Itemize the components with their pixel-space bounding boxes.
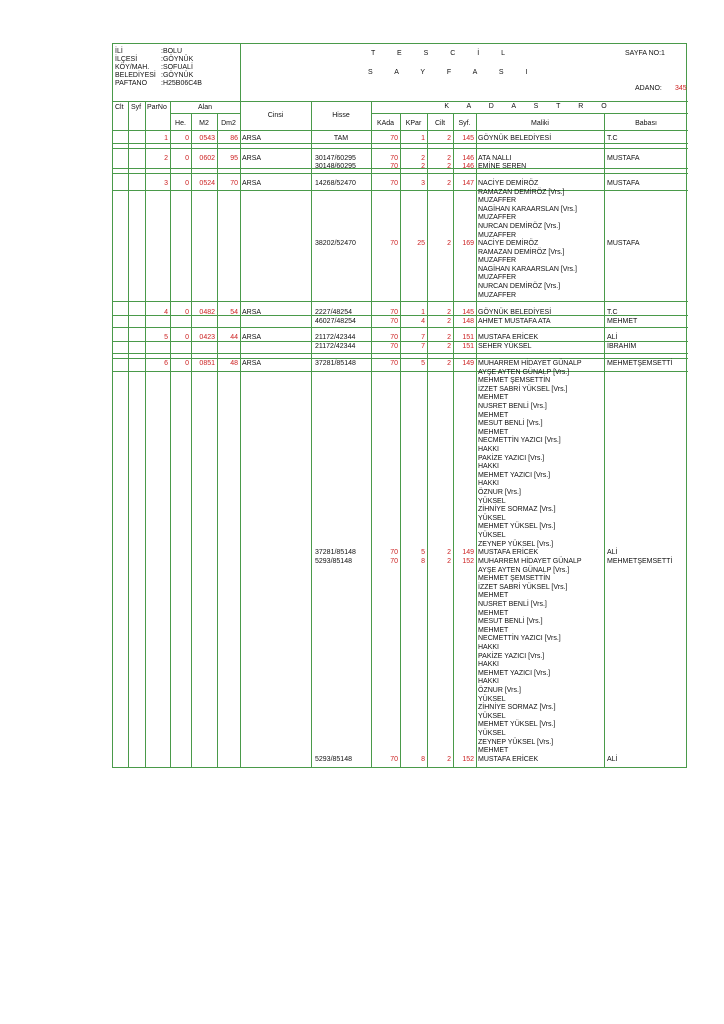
owner-line: ZİHNİYE SORMAZ [Vrs.]	[478, 506, 556, 514]
owner-name: ATA NALLI	[478, 155, 512, 162]
share-hisse: 46027/48254	[315, 318, 356, 325]
parcel-parno: 5	[164, 334, 168, 341]
parcel-dm2: 70	[230, 180, 238, 187]
owner-line: HAKKI	[478, 661, 500, 669]
owner-name: GÖYNÜK BELEDİYESİ	[478, 309, 552, 316]
paftano-label: PAFTANO	[115, 80, 148, 87]
share-kpar: 2	[421, 163, 425, 170]
owner-line: MEHMET YÜKSEL [Vrs.]	[478, 523, 556, 531]
parcel-he: 0	[185, 135, 189, 142]
sayfa-no: SAYFA NO:1	[625, 50, 665, 57]
owner-line: MEHMET	[478, 411, 509, 419]
parcel-cinsi: ARSA	[242, 180, 262, 187]
share-cilt: 2	[447, 309, 451, 316]
share-syf: 145	[462, 135, 474, 142]
owner-line: RAMAZAN DEMİRÖZ [Vrs.]	[478, 188, 565, 196]
owner-line: MEHMET	[478, 626, 509, 634]
owner-line: YÜKSEL	[478, 532, 506, 539]
owner-line: HAKKI	[478, 644, 500, 651]
father-name: MUSTAFA	[607, 240, 640, 247]
share-cilt: 2	[447, 240, 451, 247]
col-ksyf: Syf.	[458, 120, 471, 127]
parcel-cinsi: ARSA	[242, 309, 262, 316]
share-kpar: 5	[421, 549, 425, 556]
owner-line: ÖZNUR [Vrs.]	[478, 489, 521, 496]
parcel-m2: 0423	[199, 334, 215, 341]
owner-line: NUSRET BENLİ [Vrs.]	[478, 601, 547, 608]
share-cilt: 2	[447, 360, 451, 367]
owner-line: YÜKSEL	[478, 712, 506, 720]
share-hisse: 21172/42344	[315, 334, 356, 341]
col-babasi: Babası	[635, 120, 657, 127]
share-hisse: 38202/52470	[315, 240, 356, 247]
paftano-value: :H25B06C4B	[161, 80, 202, 87]
parcel-he: 0	[185, 180, 189, 187]
parcel-cinsi: ARSA	[242, 334, 262, 341]
owner-line: İZZET SABRİ YÜKSEL [Vrs.]	[478, 583, 568, 591]
owner-line: ZEYNEP YÜKSEL [Vrs.]	[478, 738, 554, 746]
father-name: ALİ	[607, 334, 618, 341]
owner-line: MEHMET ŞEMSETTİN	[478, 575, 551, 583]
parcel-dm2: 95	[230, 155, 238, 162]
share-syf: 152	[462, 756, 474, 763]
share-kada: 70	[390, 163, 398, 170]
share-cilt: 2	[447, 180, 451, 187]
share-hisse: 30147/60295	[315, 155, 356, 162]
col-hisse: Hisse	[332, 112, 350, 119]
ilce-value: :GÖYNÜK	[161, 56, 194, 63]
share-kpar: 3	[421, 180, 425, 187]
parcel-dm2: 48	[230, 360, 238, 367]
parcel-he: 0	[185, 334, 189, 341]
parcel-dm2: 86	[230, 135, 238, 142]
share-cilt: 2	[447, 558, 451, 565]
share-kada: 70	[390, 360, 398, 367]
owner-line: AYŞE AYTEN GÜNALP [Vrs.]	[478, 566, 570, 574]
parcel-he: 0	[185, 360, 189, 367]
share-syf: 151	[462, 334, 474, 341]
share-hisse: 21172/42344	[315, 343, 356, 350]
share-cilt: 2	[447, 163, 451, 170]
owner-line: MEHMET YAZICI [Vrs.]	[478, 471, 551, 479]
owner-line: NACİYE DEMİRÖZ	[478, 180, 539, 187]
share-cilt: 2	[447, 318, 451, 325]
owner-line: MUZAFFER	[478, 197, 517, 205]
ilce-label: İLÇESİ	[115, 56, 138, 63]
owner-line: HAKKI	[478, 463, 500, 471]
father-name: MUSTAFA	[607, 180, 640, 187]
share-syf: 149	[462, 360, 474, 367]
share-hisse: 37281/85148	[315, 360, 356, 367]
parcel-m2: 0524	[199, 180, 215, 187]
share-syf: 148	[462, 318, 474, 325]
owner-line: MEHMET YAZICI [Vrs.]	[478, 669, 551, 677]
owner-line: YÜKSEL	[478, 730, 506, 737]
owner-name: MUHARREM HİDAYET GÜNALP	[478, 558, 582, 565]
koy-label: KÖY/MAH.	[115, 64, 150, 71]
owner-name: AHMET MUSTAFA ATA	[478, 318, 551, 325]
col-parno: ParNo	[147, 104, 167, 111]
share-kada: 70	[390, 135, 398, 142]
owner-line: ZİHNİYE SORMAZ [Vrs.]	[478, 704, 556, 712]
father-name: ALİ	[607, 756, 618, 763]
share-kpar: 4	[421, 318, 425, 325]
owner-name: MUSTAFA ERİCEK	[478, 334, 539, 341]
father-name: MUSTAFA	[607, 155, 640, 162]
il-value: :BOLU	[161, 48, 183, 55]
father-name: MEHMETŞEMSETTİ	[607, 360, 673, 367]
share-syf: 149	[462, 549, 474, 556]
owner-line: AYŞE AYTEN GÜNALP [Vrs.]	[478, 368, 570, 376]
share-cilt: 2	[447, 155, 451, 162]
belediye-value: :GÖYNÜK	[161, 72, 194, 79]
share-kada: 70	[390, 309, 398, 316]
share-kpar: 5	[421, 360, 425, 367]
col-kcilt: Cilt	[434, 120, 446, 127]
parcel-parno: 3	[164, 180, 168, 187]
parcel-parno: 6	[164, 360, 168, 367]
share-kpar: 7	[421, 343, 425, 350]
share-kpar: 8	[421, 558, 425, 565]
parcel-dm2: 54	[230, 309, 238, 316]
owner-line: HAKKI	[478, 480, 500, 488]
registry-sheet	[112, 43, 687, 768]
owner-line: NURCAN DEMİRÖZ [Vrs.]	[478, 283, 561, 290]
col-syf: Syf	[131, 104, 142, 111]
parcel-cinsi: ARSA	[242, 155, 262, 162]
father-name: T.C	[607, 135, 618, 142]
title-tescil: T E S C İ L	[370, 50, 516, 57]
col-alan: Alan	[197, 104, 212, 111]
col-kada: KAda	[376, 120, 395, 127]
owner-line: MUZAFFER	[478, 257, 517, 265]
share-kada: 70	[390, 318, 398, 325]
share-cilt: 2	[447, 549, 451, 556]
share-kada: 70	[390, 343, 398, 350]
parcel-m2: 0543	[199, 135, 215, 142]
father-name: MEHMET	[607, 318, 638, 325]
col-dm2: Dm2	[221, 120, 236, 127]
owner-line: HAKKI	[478, 446, 500, 453]
parcel-dm2: 44	[230, 334, 238, 341]
belediye-label: BELEDİYESİ	[115, 72, 156, 79]
owner-name: SEHER YÜKSEL	[478, 343, 532, 350]
owner-line: MEHMET YÜKSEL [Vrs.]	[478, 721, 556, 729]
owner-line: PAKİZE YAZICI [Vrs.]	[478, 454, 545, 462]
col-kpar: KPar	[405, 120, 422, 127]
share-syf: 151	[462, 343, 474, 350]
share-cilt: 2	[447, 756, 451, 763]
parcel-parno: 1	[164, 135, 168, 142]
owner-line: RAMAZAN DEMİRÖZ [Vrs.]	[478, 248, 565, 256]
share-hisse: 30148/60295	[315, 163, 356, 170]
share-kpar: 1	[421, 309, 425, 316]
share-hisse: 37281/85148	[315, 549, 356, 556]
share-syf: 169	[462, 240, 474, 247]
parcel-m2: 0851	[199, 360, 215, 367]
col-cinsi: Cinsi	[267, 112, 284, 119]
koy-value: :SOFUALİ	[161, 64, 193, 71]
parcel-parno: 4	[164, 309, 168, 316]
owner-line: NUSRET BENLİ [Vrs.]	[478, 403, 547, 410]
parcel-cinsi: ARSA	[242, 360, 262, 367]
owner-line: MEHMET ŞEMSETTİN	[478, 377, 551, 385]
owner-line: YÜKSEL	[478, 514, 506, 522]
share-syf: 146	[462, 163, 474, 170]
share-hisse: 2227/48254	[315, 309, 352, 316]
share-kpar: 2	[421, 155, 425, 162]
owner-line: MEHMET	[478, 394, 509, 402]
col-maliki: Maliki	[531, 120, 549, 127]
owner-line: MUZAFFER	[478, 231, 517, 239]
owner-line: ÖZNUR [Vrs.]	[478, 687, 521, 694]
share-syf: 152	[462, 558, 474, 565]
owner-name: MUSTAFA ERİCEK	[478, 549, 539, 556]
share-kada: 70	[390, 558, 398, 565]
father-name: İBRAHİM	[607, 343, 637, 350]
share-hisse: 14268/52470	[315, 180, 356, 187]
owner-name: MUSTAFA ERİCEK	[478, 756, 539, 763]
parcel-he: 0	[185, 155, 189, 162]
owner-line: NAGİHAN KARAARSLAN [Vrs.]	[478, 205, 577, 213]
share-kpar: 1	[421, 135, 425, 142]
owner-line: NACİYE DEMİRÖZ	[478, 240, 539, 247]
owner-line: MEHMET	[478, 428, 509, 436]
il-label: İLİ	[115, 48, 123, 55]
father-name: MEHMETŞEMSETTİ	[607, 558, 673, 565]
share-kada: 70	[390, 549, 398, 556]
share-kpar: 7	[421, 334, 425, 341]
share-syf: 147	[462, 180, 474, 187]
father-name: ALİ	[607, 549, 618, 556]
parcel-m2: 0482	[199, 309, 215, 316]
share-cilt: 2	[447, 135, 451, 142]
owner-line: MESUT BENLİ [Vrs.]	[478, 618, 543, 626]
owner-name: EMİNE SEREN	[478, 163, 527, 170]
col-m2: M2	[199, 120, 209, 127]
owner-line: PAKİZE YAZICI [Vrs.]	[478, 652, 545, 660]
owner-line: YÜKSEL	[478, 695, 506, 703]
share-kada: 70	[390, 334, 398, 341]
owner-line: NURCAN DEMİRÖZ [Vrs.]	[478, 223, 561, 230]
col-he: He.	[175, 120, 186, 127]
owner-line: İZZET SABRİ YÜKSEL [Vrs.]	[478, 385, 568, 393]
share-kpar: 8	[421, 756, 425, 763]
parcel-he: 0	[185, 309, 189, 316]
share-hisse: 5293/85148	[315, 558, 352, 565]
owner-line: ZEYNEP YÜKSEL [Vrs.]	[478, 540, 554, 548]
owner-line: MUHARREM HİDAYET GÜNALP	[478, 360, 582, 367]
share-kpar: 25	[417, 240, 425, 247]
owner-line: NECMETTİN YAZICI [Vrs.]	[478, 635, 561, 643]
share-kada: 70	[390, 756, 398, 763]
father-name: T.C	[607, 309, 618, 316]
share-syf: 145	[462, 309, 474, 316]
title-sayfasi: S A Y F A S I	[368, 69, 538, 76]
share-kada: 70	[390, 240, 398, 247]
parcel-parno: 2	[164, 155, 168, 162]
adano-label: ADANO:	[635, 85, 662, 92]
owner-line: NAGİHAN KARAARSLAN [Vrs.]	[478, 265, 577, 273]
owner-line: MESUT BENLİ [Vrs.]	[478, 420, 543, 428]
share-syf: 146	[462, 155, 474, 162]
share-cilt: 2	[447, 334, 451, 341]
parcel-cinsi: ARSA	[242, 135, 262, 142]
parcel-m2: 0602	[199, 155, 215, 162]
owner-line: MUZAFFER	[478, 274, 517, 282]
owner-name: GÖYNÜK BELEDİYESİ	[478, 135, 552, 142]
share-kada: 70	[390, 180, 398, 187]
owner-line: MEHMET	[478, 747, 509, 755]
owner-line: MUZAFFER	[478, 214, 517, 222]
owner-line: MUZAFFER	[478, 291, 517, 299]
owner-line: MEHMET	[478, 609, 509, 617]
owner-line: YÜKSEL	[478, 497, 506, 505]
col-kadastro: K A D A S T R O	[444, 103, 615, 110]
share-kada: 70	[390, 155, 398, 162]
owner-line: HAKKI	[478, 678, 500, 686]
share-hisse: TAM	[333, 135, 349, 142]
share-cilt: 2	[447, 343, 451, 350]
owner-line: MEHMET	[478, 592, 509, 600]
col-cilt: Clt	[115, 104, 124, 111]
adano-value: 345	[675, 85, 687, 92]
share-hisse: 5293/85148	[315, 756, 352, 763]
owner-line: NECMETTİN YAZICI [Vrs.]	[478, 437, 561, 445]
